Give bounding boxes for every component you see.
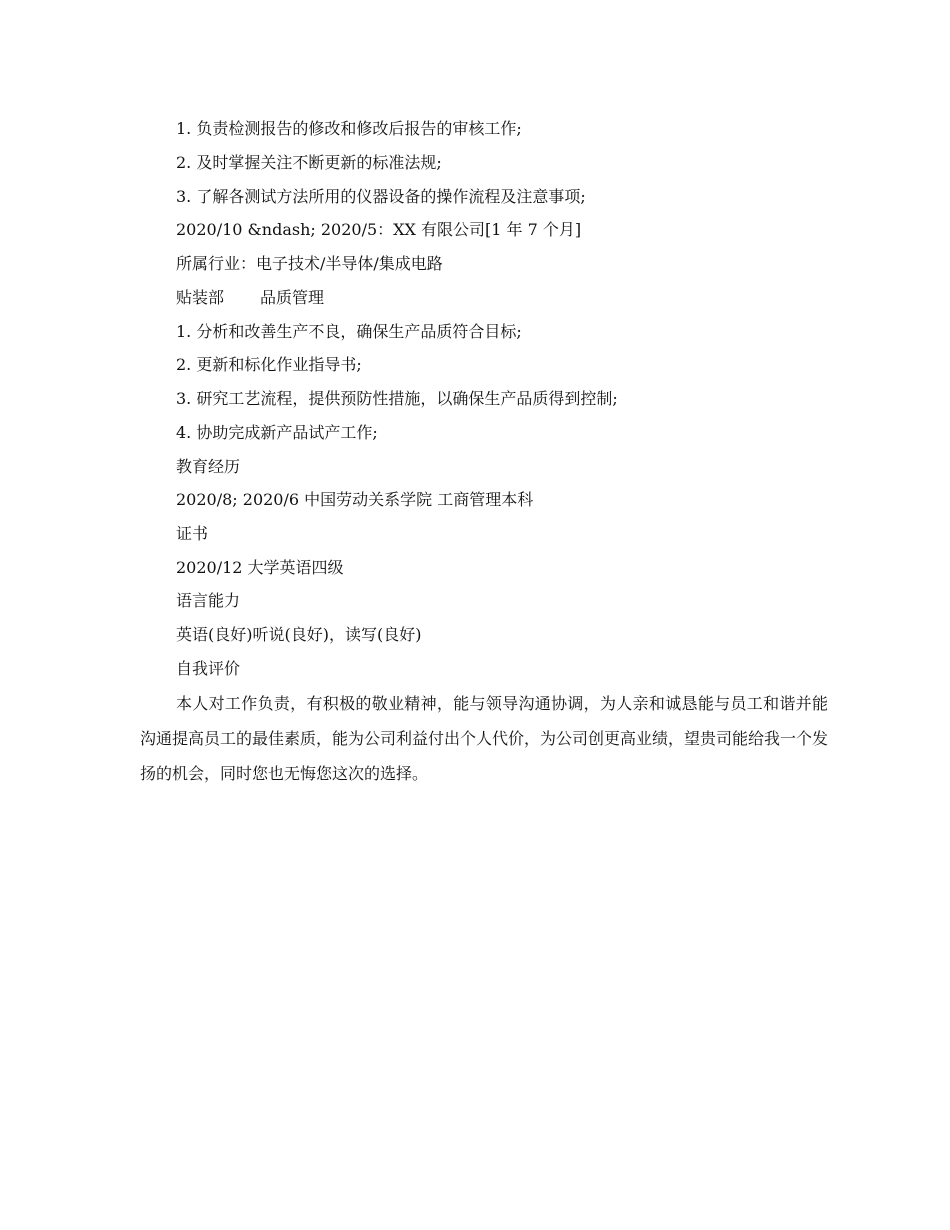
job-period-line: 2020/10 &ndash; 2020/5：XX 有限公司[1 年 7 个月]: [176, 220, 582, 239]
certificate-heading: 证书: [176, 524, 209, 543]
duty-line-4: 1. 分析和改善生产不良，确保生产品质符合目标;: [176, 322, 522, 341]
duty-line-1: 1. 负责检测报告的修改和修改后报告的审核工作;: [176, 119, 522, 138]
language-entry: 英语(良好)听说(良好)，读写(良好): [176, 625, 422, 644]
duty-line-7: 4. 协助完成新产品试产工作;: [176, 423, 378, 442]
language-heading: 语言能力: [176, 591, 241, 610]
department-line: [176, 287, 324, 309]
education-heading: 教育经历: [176, 457, 241, 476]
certificate-entry: 2020/12 大学英语四级: [176, 558, 344, 577]
department-name: 贴装部: [176, 288, 225, 307]
self-evaluation-heading: 自我评价: [176, 659, 241, 678]
industry-line: 所属行业：电子技术/半导体/集成电路: [176, 254, 443, 273]
self-evaluation-paragraph: 本人对工作负责，有积极的敬业精神，能与领导沟通协调，为人亲和诚恳能与员工和谐并能沟通提高员工的最佳素质，能为公司利益付出个人代价，为公司创更高业绩，望贵司能给我一个发扬的机会，同时您也无悔您这次的选择。: [140, 694, 829, 783]
duty-line-2: 2. 及时掌握关注不断更新的标准法规;: [176, 153, 442, 172]
duty-line-3: 3. 了解各测试方法所用的仪器设备的操作流程及注意事项;: [176, 187, 586, 206]
duty-line-5: 2. 更新和标化作业指导书;: [176, 355, 362, 374]
duty-line-6: 3. 研究工艺流程，提供预防性措施，以确保生产品质得到控制;: [176, 389, 618, 408]
position-title: 品质管理: [260, 288, 325, 307]
education-entry: 2020/8; 2020/6 中国劳动关系学院 工商管理本科: [176, 490, 534, 509]
